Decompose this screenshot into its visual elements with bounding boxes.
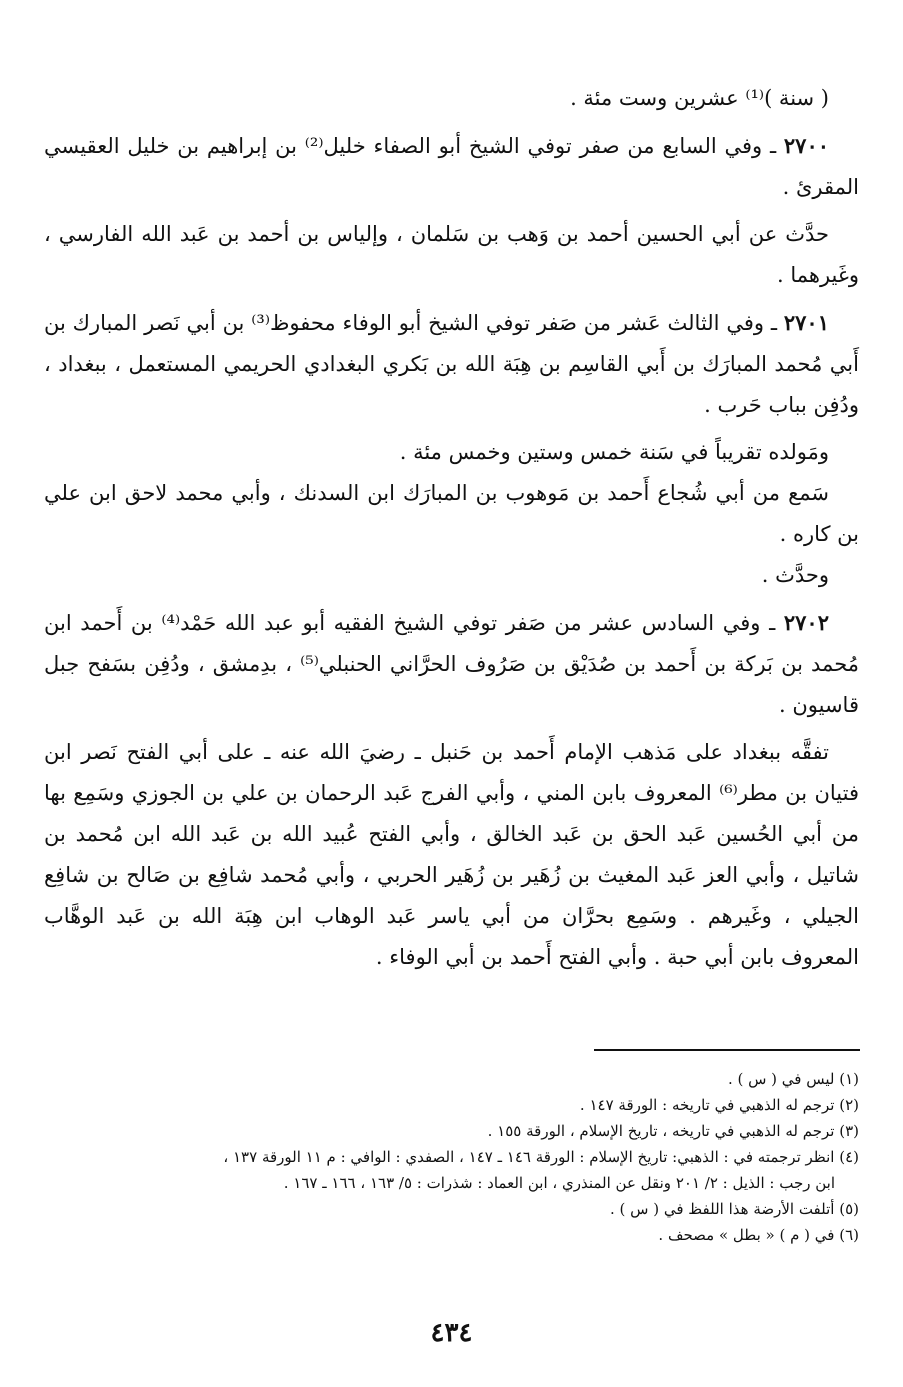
paragraph: تفقَّه ببغداد على مَذهب الإمام أَحمد بن حَنبل ـ رضيَ الله عنه ـ على أبي الفتح نَصر ابن فتيان بن مطر⁽⁶⁾ المعروف بابن المني ، وأبي الفرج عَبد الرحمان بن علي بن الجوزي وسَمِع بها من أبي الحُسين عَبد الحق بن عَبد الخالق ، وأبي الفتح عُبيد الله بن عَبد الله ابن مُحمد بن شاتيل ، وأبي العز عَبد المغيث بن زُهَير بن زُهَير الحربي ، وأبي مُحمد شافِع بن صَالح بن شافِع الجيلي ، وغَيرهم . وسَمِع بحرَّان من أبي ياسر عَبد الوهاب ابن هِبَة الله بن عَبد الوهَّاب المعروف بابن أبي حبة . وأبي الفتح أَحمد بن أبي الوفاء . [44,740,859,969]
year-heading: ( سنة )⁽¹⁾ عشرين وست مئة . [570,86,829,110]
entry-number: ٢٧٠١ [783,310,829,335]
paragraph: حدَّث عن أبي الحسين أحمد بن وَهب بن سَلمان ، وإلياس بن أحمد بن عَبد الله الفارسي ، وغَيرهما . [44,222,859,287]
footnote-divider [594,1049,860,1051]
footnote: (١) ليس في ( س ) . [727,1070,859,1088]
footnote: (٥) أتلفت الأرضة هذا اللفظ في ( س ) . [610,1200,859,1218]
footnote: (٦) في ( م ) « بطل » مصحف . [658,1226,859,1244]
page-number: ٤٣٤ [430,1318,473,1348]
footnote-continuation: ابن رجب : الذيل : ٢/ ٢٠١ ونقل عن المنذري ، ابن العماد : شذرات : ٥/ ١٦٣ ، ١٦٦ ـ ١٦٧ . [283,1174,835,1192]
entry-2702: ٢٧٠٢ ـ وفي السادس عشر من صَفر توفي الشيخ الفقيه أبو عبد الله حَمْد⁽⁴⁾ بن أَحمد ابن مُحمد بن بَركة بن أَحمد بن صُدَيْق بن صَرُوف الحرَّاني الحنبلي⁽⁵⁾ ، بدِمشق ، ودُفِن بسَفح جبل قاسيون . [44,610,859,717]
entry-2700: ٢٧٠٠ ـ وفي السابع من صفر توفي الشيخ أبو الصفاء خليل⁽²⁾ بن إبراهيم بن خليل العقيسي المقرئ . [44,133,859,199]
paragraph: ومَولده تقريباً في سَنة خمس وستين وخمس مئة . [399,440,829,464]
footnote: (٣) ترجم له الذهبي في تاريخه ، تاريخ الإسلام ، الورقة ١٥٥ . [487,1122,859,1140]
paragraph: وحدَّث . [761,563,829,587]
main-text [44,78,859,978]
footnote: (٢) ترجم له الذهبي في تاريخه : الورقة ١٤٧ . [579,1096,859,1114]
paragraph: سَمع من أبي شُجاع أَحمد بن مَوهوب بن المبارَك ابن السدنك ، وأبي محمد لاحق ابن علي بن كاره . [44,481,859,546]
footnote: (٤) انظر ترجمته في : الذهبي: تاريخ الإسلام : الورقة ١٤٦ ـ ١٤٧ ، الصفدي : الوافي : م ١١ الورقة ١٣٧ ، [223,1148,859,1166]
entry-number: ٢٧٠٠ [783,133,830,158]
footnotes [44,1066,859,1248]
entry-2701: ٢٧٠١ ـ وفي الثالث عَشر من صَفر توفي الشيخ أبو الوفاء محفوظ⁽³⁾ بن أبي نَصر المبارك بن أَبي مُحمد المبارَك بن أَبي القاسِم بن هِبَة الله بن بَكري البغدادي الحريمي المستعمل ، ببغداد ، ودُفِن بباب حَرب . [44,310,859,417]
entry-number: ٢٧٠٢ [783,610,829,635]
